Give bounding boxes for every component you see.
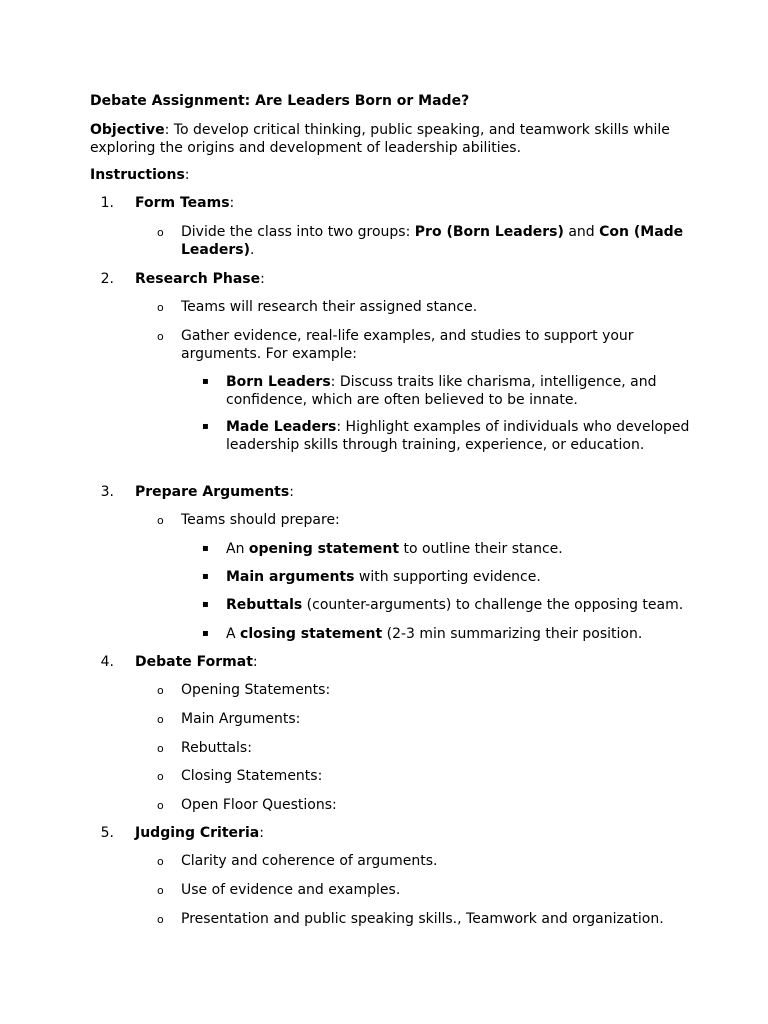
square-bullet-icon: ▪ [202,421,209,432]
circle-bullet-icon: o [157,884,164,897]
list-item: o Rebuttals: [157,740,252,756]
circle-bullet-icon: o [157,855,164,868]
document-title: Debate Assignment: Are Leaders Born or Made? [90,93,470,109]
objective-label: Objective [90,122,165,138]
circle-bullet-icon: o [157,713,164,726]
list-subitem: ▪ Rebuttals (counter-arguments) to challenge the opposing team. [202,597,684,613]
section-number: 4. [100,654,114,670]
circle-bullet-icon: o [157,684,164,697]
list-subitem: ▪ Made Leaders: Highlight examples of individuals who developed leadership skills through training, experience, or education. [202,419,690,453]
square-bullet-icon: ▪ [202,599,209,610]
section-number: 5. [100,825,114,841]
section-number: 2. [100,271,114,287]
list-subitem: ▪ A closing statement (2-3 min summarizing their position. [202,626,643,642]
section-label: Research Phase [135,271,261,287]
square-bullet-icon: ▪ [202,543,209,554]
circle-bullet-icon: o [157,226,164,239]
list-item: o Presentation and public speaking skills., Teamwork and organization. [157,911,664,927]
list-item: o Opening Statements: [157,682,331,698]
circle-bullet-icon: o [157,301,164,314]
square-bullet-icon: ▪ [202,628,209,639]
circle-bullet-icon: o [157,913,164,926]
instructions-heading: Instructions: [90,167,190,183]
section-heading: Debate Format: [135,654,258,670]
list-item: o Divide the class into two groups: Pro (Born Leaders) and Con (Made Leaders). [157,224,684,258]
circle-bullet-icon: o [157,799,164,812]
list-subitem: ▪ An opening statement to outline their stance. [202,541,563,557]
circle-bullet-icon: o [157,770,164,783]
instructions-label: Instructions [90,167,185,183]
square-bullet-icon: ▪ [202,376,209,387]
objective-text: : To develop critical thinking, public speaking, and teamwork skills while exploring the origins and development of leadership abilities. [90,122,670,156]
list-item: o Clarity and coherence of arguments. [157,853,438,869]
section-heading: Prepare Arguments: [135,484,294,500]
list-item: o Closing Statements: [157,768,323,784]
section-number: 3. [100,484,114,500]
section-heading: Research Phase: [135,271,265,287]
list-item: o Main Arguments: [157,711,301,727]
list-item: o Gather evidence, real-life examples, and studies to support your arguments. For example: [157,328,634,362]
list-item: o Open Floor Questions: [157,797,337,813]
section-label: Form Teams [135,195,230,211]
circle-bullet-icon: o [157,514,164,527]
section-heading: Judging Criteria: [135,825,264,841]
list-item: o Teams should prepare: [157,512,340,528]
section-heading: Form Teams: [135,195,235,211]
list-subitem: ▪ Born Leaders: Discuss traits like charisma, intelligence, and confidence, which are often believed to be innate. [202,374,657,408]
circle-bullet-icon: o [157,742,164,755]
list-item: o Use of evidence and examples. [157,882,401,898]
circle-bullet-icon: o [157,330,164,343]
list-item: o Teams will research their assigned stance. [157,299,478,315]
section-label: Prepare Arguments [135,484,290,500]
objective-paragraph [90,121,690,157]
square-bullet-icon: ▪ [202,571,209,582]
section-label: Judging Criteria [135,825,260,841]
section-label: Debate Format [135,654,253,670]
section-number: 1. [100,195,114,211]
list-subitem: ▪ Main arguments with supporting evidence. [202,569,541,585]
